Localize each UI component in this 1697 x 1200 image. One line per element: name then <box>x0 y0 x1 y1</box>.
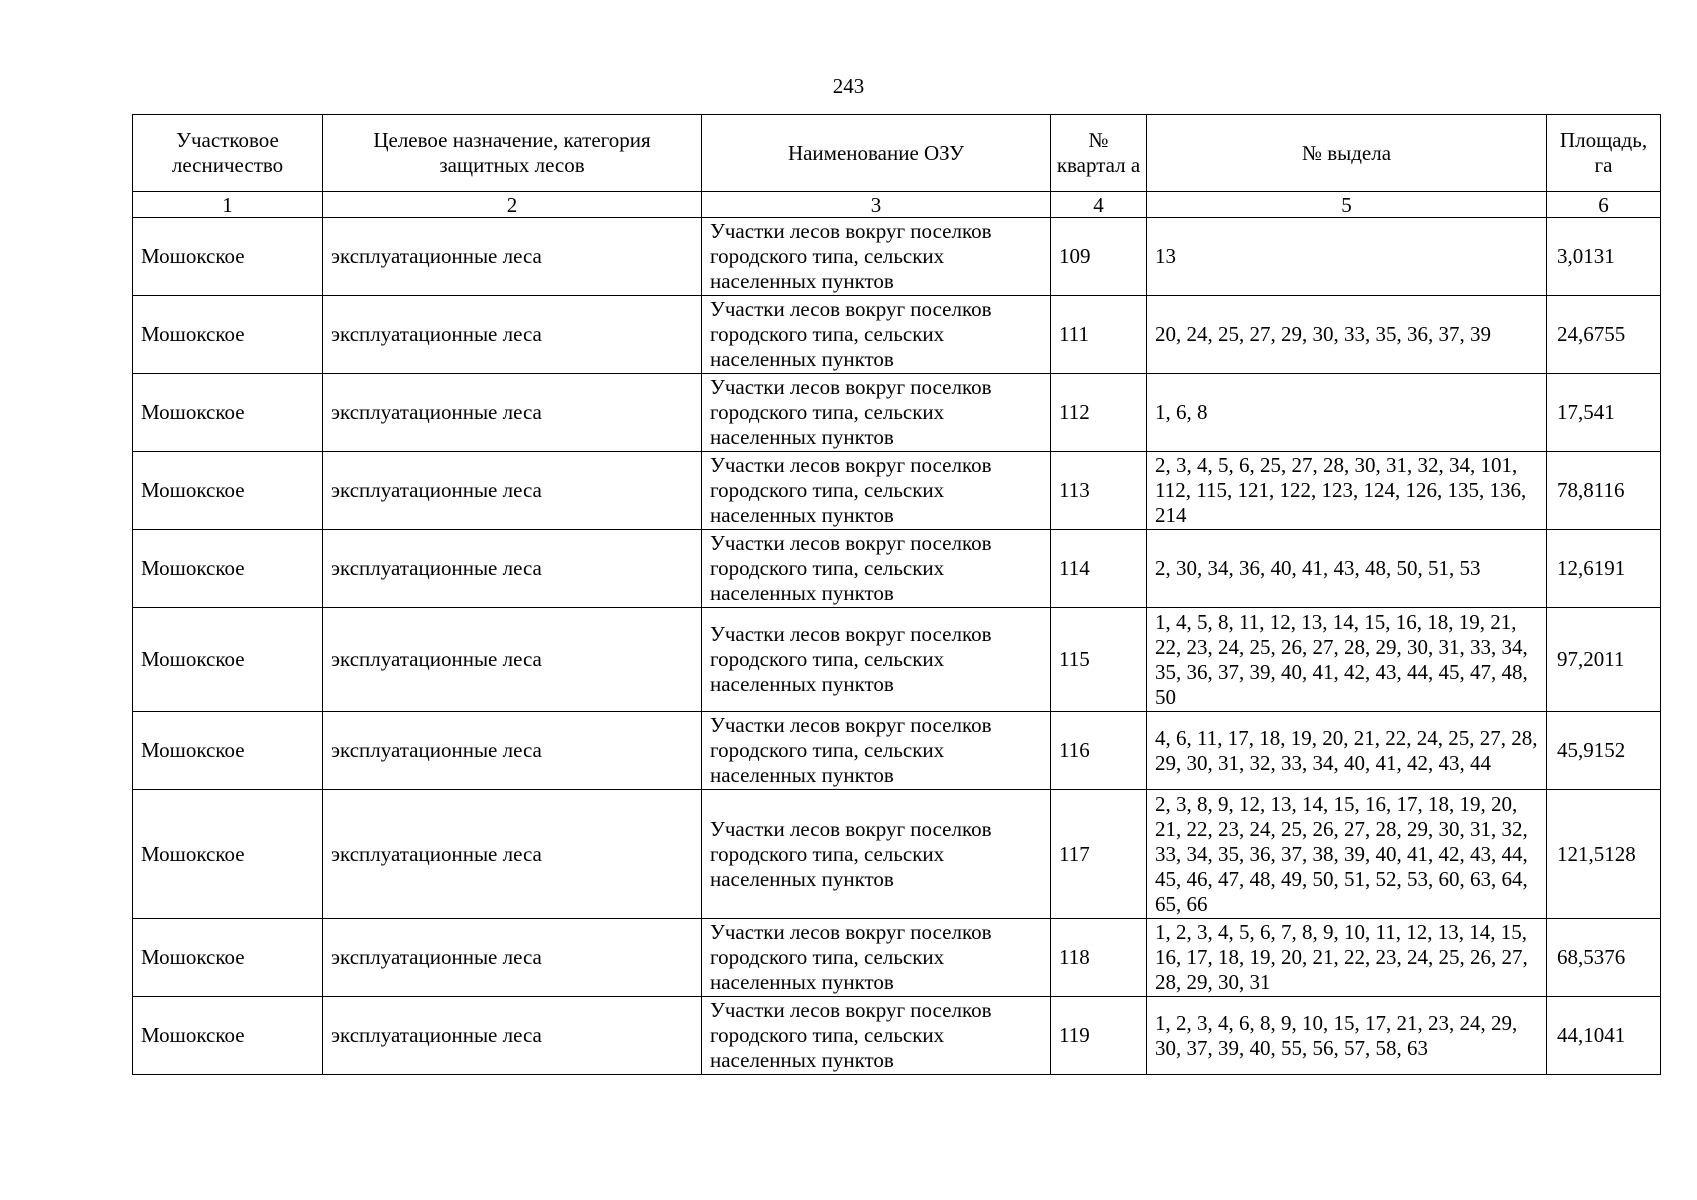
cell-plots: 13 <box>1147 218 1547 296</box>
cell-forestry: Мошокское <box>133 919 323 997</box>
cell-area: 12,6191 <box>1547 530 1661 608</box>
header-purpose: Целевое назначение, категория защитных лесов <box>323 115 702 192</box>
cell-ozu-name: Участки лесов вокруг поселков городского типа, сельских населенных пунктов <box>702 790 1051 919</box>
header-quarter: № квартал а <box>1051 115 1147 192</box>
cell-forestry: Мошокское <box>133 997 323 1075</box>
cell-ozu-name: Участки лесов вокруг поселков городского типа, сельских населенных пунктов <box>702 374 1051 452</box>
column-number: 3 <box>702 192 1051 218</box>
cell-ozu-name: Участки лесов вокруг поселков городского типа, сельских населенных пунктов <box>702 452 1051 530</box>
cell-ozu-name: Участки лесов вокруг поселков городского типа, сельских населенных пунктов <box>702 218 1051 296</box>
cell-forestry: Мошокское <box>133 452 323 530</box>
cell-plots: 1, 6, 8 <box>1147 374 1547 452</box>
cell-area: 44,1041 <box>1547 997 1661 1075</box>
cell-area: 78,8116 <box>1547 452 1661 530</box>
cell-purpose: эксплуатационные леса <box>323 608 702 712</box>
cell-quarter: 114 <box>1051 530 1147 608</box>
header-plots: № выдела <box>1147 115 1547 192</box>
cell-area: 121,5128 <box>1547 790 1661 919</box>
table-row <box>133 608 1661 712</box>
cell-area: 68,5376 <box>1547 919 1661 997</box>
cell-forestry: Мошокское <box>133 296 323 374</box>
cell-ozu-name: Участки лесов вокруг поселков городского типа, сельских населенных пунктов <box>702 712 1051 790</box>
header-forestry: Участковое лесничество <box>133 115 323 192</box>
column-number: 4 <box>1051 192 1147 218</box>
table-row <box>133 374 1661 452</box>
cell-quarter: 111 <box>1051 296 1147 374</box>
cell-purpose: эксплуатационные леса <box>323 997 702 1075</box>
cell-ozu-name: Участки лесов вокруг поселков городского типа, сельских населенных пунктов <box>702 997 1051 1075</box>
header-ozu-name: Наименование ОЗУ <box>702 115 1051 192</box>
cell-ozu-name: Участки лесов вокруг поселков городского типа, сельских населенных пунктов <box>702 530 1051 608</box>
cell-purpose: эксплуатационные леса <box>323 452 702 530</box>
ozu-table <box>132 114 1661 1075</box>
cell-quarter: 113 <box>1051 452 1147 530</box>
table-row <box>133 997 1661 1075</box>
cell-plots: 1, 2, 3, 4, 5, 6, 7, 8, 9, 10, 11, 12, 13, 14, 15, 16, 17, 18, 19, 20, 21, 22, 23, 24, 25, 26, 27, 28, 29, 30, 31 <box>1147 919 1547 997</box>
cell-plots: 2, 3, 8, 9, 12, 13, 14, 15, 16, 17, 18, 19, 20, 21, 22, 23, 24, 25, 26, 27, 28, 29, 30, 31, 32, 33, 34, 35, 36, 37, 38, 39, 40, 41, 42, 43, 44, 45, 46, 47, 48, 49, 50, 51, 52, 53, 60, 63, 64, 65, 66 <box>1147 790 1547 919</box>
header-area: Площадь, га <box>1547 115 1661 192</box>
cell-forestry: Мошокское <box>133 712 323 790</box>
column-number-row <box>133 192 1661 218</box>
table-row <box>133 919 1661 997</box>
cell-quarter: 118 <box>1051 919 1147 997</box>
cell-forestry: Мошокское <box>133 374 323 452</box>
column-number: 1 <box>133 192 323 218</box>
cell-purpose: эксплуатационные леса <box>323 530 702 608</box>
cell-quarter: 116 <box>1051 712 1147 790</box>
cell-plots: 1, 2, 3, 4, 6, 8, 9, 10, 15, 17, 21, 23, 24, 29, 30, 37, 39, 40, 55, 56, 57, 58, 63 <box>1147 997 1547 1075</box>
cell-forestry: Мошокское <box>133 790 323 919</box>
table-row <box>133 790 1661 919</box>
cell-forestry: Мошокское <box>133 218 323 296</box>
cell-area: 45,9152 <box>1547 712 1661 790</box>
table-row <box>133 296 1661 374</box>
cell-plots: 2, 30, 34, 36, 40, 41, 43, 48, 50, 51, 53 <box>1147 530 1547 608</box>
cell-plots: 4, 6, 11, 17, 18, 19, 20, 21, 22, 24, 25, 27, 28, 29, 30, 31, 32, 33, 34, 40, 41, 42, 43, 44 <box>1147 712 1547 790</box>
table-row <box>133 530 1661 608</box>
cell-ozu-name: Участки лесов вокруг поселков городского типа, сельских населенных пунктов <box>702 608 1051 712</box>
cell-purpose: эксплуатационные леса <box>323 790 702 919</box>
cell-area: 3,0131 <box>1547 218 1661 296</box>
cell-quarter: 117 <box>1051 790 1147 919</box>
column-number: 5 <box>1147 192 1547 218</box>
table-header-row <box>133 115 1661 192</box>
cell-forestry: Мошокское <box>133 608 323 712</box>
cell-plots: 20, 24, 25, 27, 29, 30, 33, 35, 36, 37, 39 <box>1147 296 1547 374</box>
cell-quarter: 112 <box>1051 374 1147 452</box>
cell-quarter: 109 <box>1051 218 1147 296</box>
cell-ozu-name: Участки лесов вокруг поселков городского типа, сельских населенных пунктов <box>702 919 1051 997</box>
cell-forestry: Мошокское <box>133 530 323 608</box>
table-row <box>133 452 1661 530</box>
cell-plots: 2, 3, 4, 5, 6, 25, 27, 28, 30, 31, 32, 34, 101, 112, 115, 121, 122, 123, 124, 126, 135, 136, 214 <box>1147 452 1547 530</box>
table-row <box>133 218 1661 296</box>
cell-ozu-name: Участки лесов вокруг поселков городского типа, сельских населенных пунктов <box>702 296 1051 374</box>
column-number: 2 <box>323 192 702 218</box>
cell-plots: 1, 4, 5, 8, 11, 12, 13, 14, 15, 16, 18, 19, 21, 22, 23, 24, 25, 26, 27, 28, 29, 30, 31, 33, 34, 35, 36, 37, 39, 40, 41, 42, 43, 44, 45, 47, 48, 50 <box>1147 608 1547 712</box>
cell-quarter: 115 <box>1051 608 1147 712</box>
cell-purpose: эксплуатационные леса <box>323 374 702 452</box>
cell-purpose: эксплуатационные леса <box>323 712 702 790</box>
table-row <box>133 712 1661 790</box>
cell-purpose: эксплуатационные леса <box>323 218 702 296</box>
cell-area: 17,541 <box>1547 374 1661 452</box>
page-number: 243 <box>832 74 865 98</box>
cell-purpose: эксплуатационные леса <box>323 919 702 997</box>
column-number: 6 <box>1547 192 1661 218</box>
cell-area: 24,6755 <box>1547 296 1661 374</box>
cell-area: 97,2011 <box>1547 608 1661 712</box>
cell-purpose: эксплуатационные леса <box>323 296 702 374</box>
cell-quarter: 119 <box>1051 997 1147 1075</box>
